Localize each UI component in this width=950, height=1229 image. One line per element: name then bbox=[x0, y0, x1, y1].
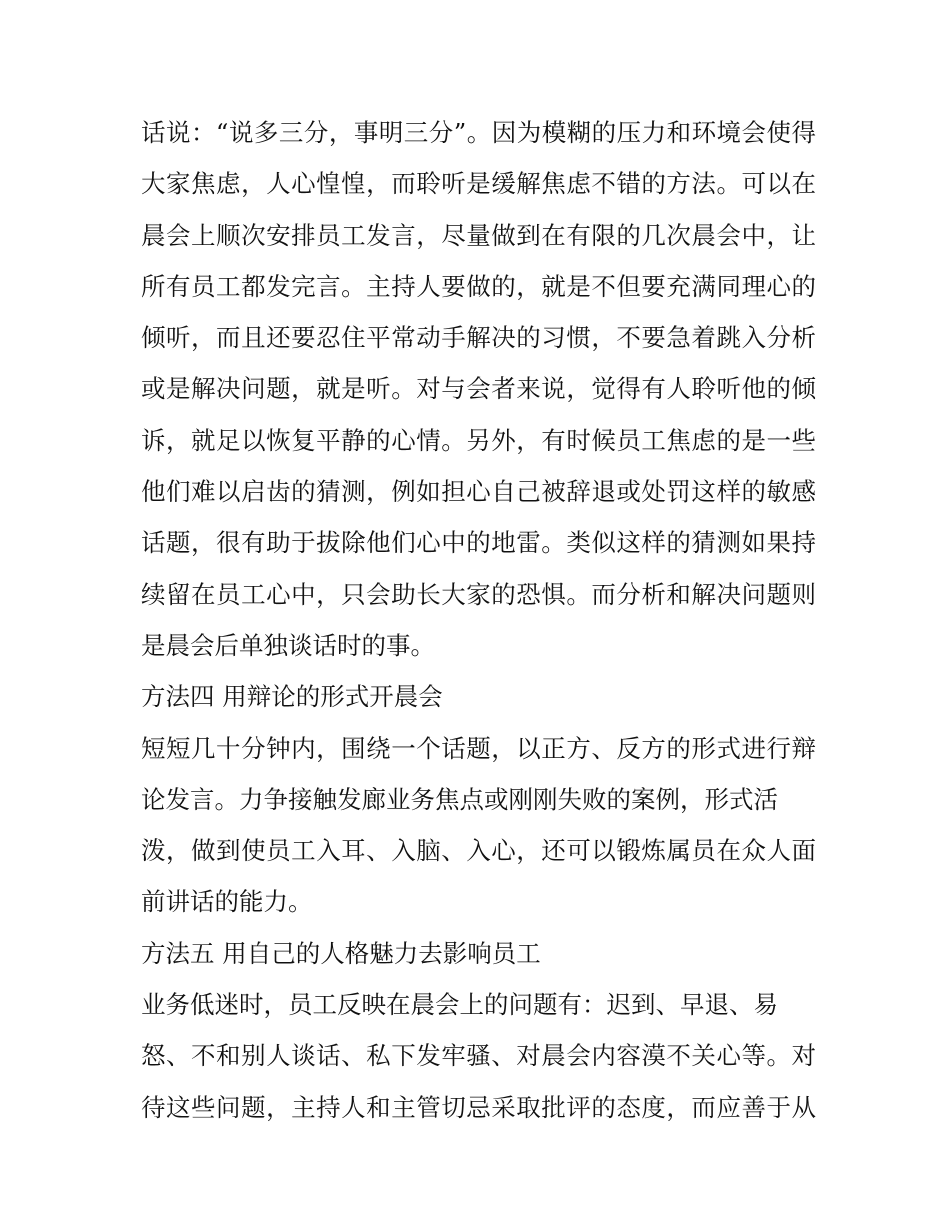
section-heading: 方法五 用自己的人格魅力去影响员工 bbox=[141, 938, 541, 968]
text-line: 话题，很有助于拔除他们心中的地雷。类似这样的猜测如果持 bbox=[141, 528, 816, 558]
text-line: 晨会上顺次安排员工发言，尽量做到在有限的几次晨会中，让 bbox=[141, 220, 816, 250]
text-line: 诉，就足以恢复平静的心情。另外，有时候员工焦虑的是一些 bbox=[141, 425, 816, 455]
text-line: 续留在员工心中，只会助长大家的恐惧。而分析和解决问题则 bbox=[141, 579, 816, 609]
text-line: 倾听，而且还要忍住平常动手解决的习惯，不要急着跳入分析 bbox=[141, 323, 816, 353]
text-line: 或是解决问题，就是听。对与会者来说，觉得有人聆听他的倾 bbox=[141, 374, 816, 404]
text-line: 短短几十分钟内，围绕一个话题，以正方、反方的形式进行辩 bbox=[141, 733, 816, 763]
text-line: 业务低迷时，员工反映在晨会上的问题有：迟到、早退、易 bbox=[141, 990, 778, 1020]
text-line: 大家焦虑，人心惶惶，而聆听是缓解焦虑不错的方法。可以在 bbox=[141, 169, 816, 199]
text-line: 论发言。力争接触发廊业务焦点或刚刚失败的案例，形式活 bbox=[141, 784, 778, 814]
text-line: 泼，做到使员工入耳、入脑、入心，还可以锻炼属员在众人面 bbox=[141, 836, 816, 866]
text-line: 他们难以启齿的猜测，例如担心自己被辞退或处罚这样的敏感 bbox=[141, 477, 816, 507]
text-line: 话说：“说多三分，事明三分”。因为模糊的压力和环境会使得 bbox=[141, 118, 816, 147]
body-text bbox=[141, 107, 816, 1133]
section-heading: 方法四 用辩论的形式开晨会 bbox=[141, 682, 443, 712]
text-line: 所有员工都发完言。主持人要做的，就是不但要充满同理心的 bbox=[141, 271, 816, 301]
text-line: 前讲话的能力。 bbox=[141, 887, 313, 917]
text-line: 待这些问题，主持人和主管切忌采取批评的态度，而应善于从 bbox=[141, 1092, 816, 1122]
text-line: 怒、不和别人谈话、私下发牢骚、对晨会内容漠不关心等。对 bbox=[141, 1041, 816, 1071]
text-line: 是晨会后单独谈话时的事。 bbox=[141, 630, 435, 660]
